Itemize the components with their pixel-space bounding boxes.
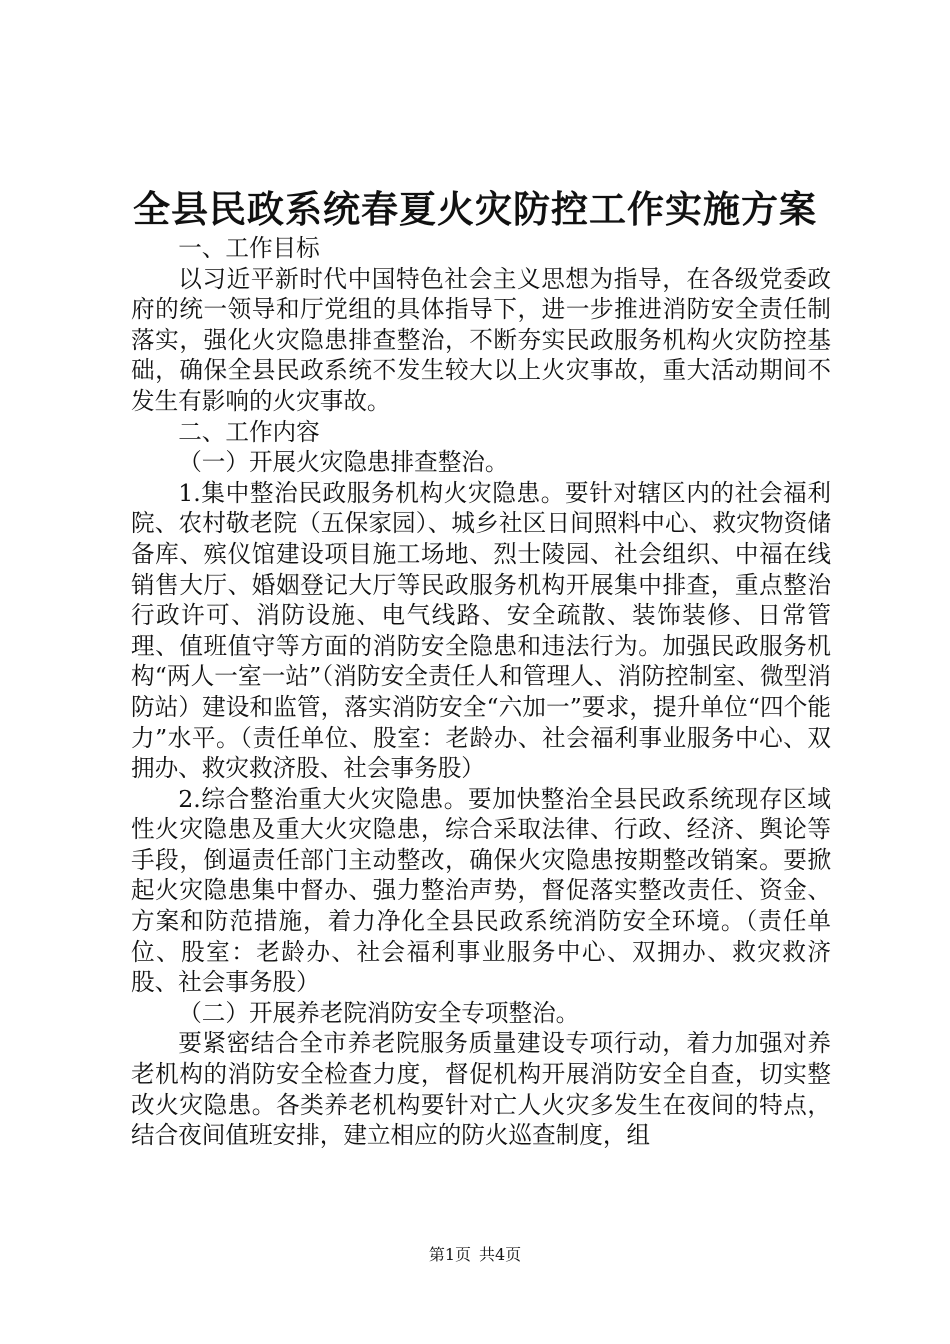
body-paragraph: 要紧密结合全市养老院服务质量建设专项行动，着力加强对养老机构的消防安全检查力度，督促机构开展消防安全自查，切实整改火灾隐患。各类养老机构要针对亡人火灾多发生在夜间的特点，结合夜间值班安排，建立相应的防火巡查制度，组 [131, 1029, 831, 1150]
page-total: 共4页 [479, 1245, 522, 1264]
document-body [131, 233, 831, 1151]
document-title: 全县民政系统春夏火灾防控工作实施方案 [133, 187, 817, 231]
body-paragraph: 1.集中整治民政服务机构火灾隐患。要针对辖区内的社会福利院、农村敬老院（五保家园）、城乡社区日间照料中心、救灾物资储备库、殡仪馆建设项目施工场地、烈士陵园、社会组织、中福在线销售大厅、婚姻登记大厅等民政服务机构开展集中排查，重点整治行政许可、消防设施、电气线路、安全疏散、装饰装修、日常管理、值班值守等方面的消防安全隐患和违法行为。加强民政服务机构“两人一室一站”（消防安全责任人和管理人、消防控制室、微型消防站）建设和监管，落实消防安全“六加一”要求，提升单位“四个能力”水平。（责任单位、股室：老龄办、社会福利事业服务中心、双拥办、救灾救济股、社会事务股） [131, 478, 831, 783]
subsection-heading: （二）开展养老院消防安全专项整治。 [178, 998, 580, 1027]
body-paragraph: 以习近平新时代中国特色社会主义思想为指导，在各级党委政府的统一领导和厅党组的具体指导下，进一步推进消防安全责任制落实，强化火灾隐患排查整治，不断夯实民政服务机构火灾防控基础，确保全县民政系统不发生较大以上火灾事故，重大活动期间不发生有影响的火灾事故。 [131, 264, 831, 415]
page-number: 第1页 [428, 1245, 471, 1264]
page-footer [0, 1244, 950, 1266]
section-heading: 一、工作目标 [178, 234, 320, 262]
subsection-heading: （一）开展火灾隐患排查整治。 [178, 448, 509, 477]
body-paragraph: 2.综合整治重大火灾隐患。要加快整治全县民政系统现存区域性火灾隐患及重大火灾隐患，综合采取法律、行政、经济、舆论等手段，倒逼责任部门主动整改，确保火灾隐患按期整改销案。要掀起火灾隐患集中督办、强力整治声势，督促落实整改责任、资金、方案和防范措施，着力净化全县民政系统消防安全环境。（责任单位、股室：老龄办、社会福利事业服务中心、双拥办、救灾救济股、社会事务股） [131, 784, 831, 997]
section-heading: 二、工作内容 [178, 417, 320, 446]
